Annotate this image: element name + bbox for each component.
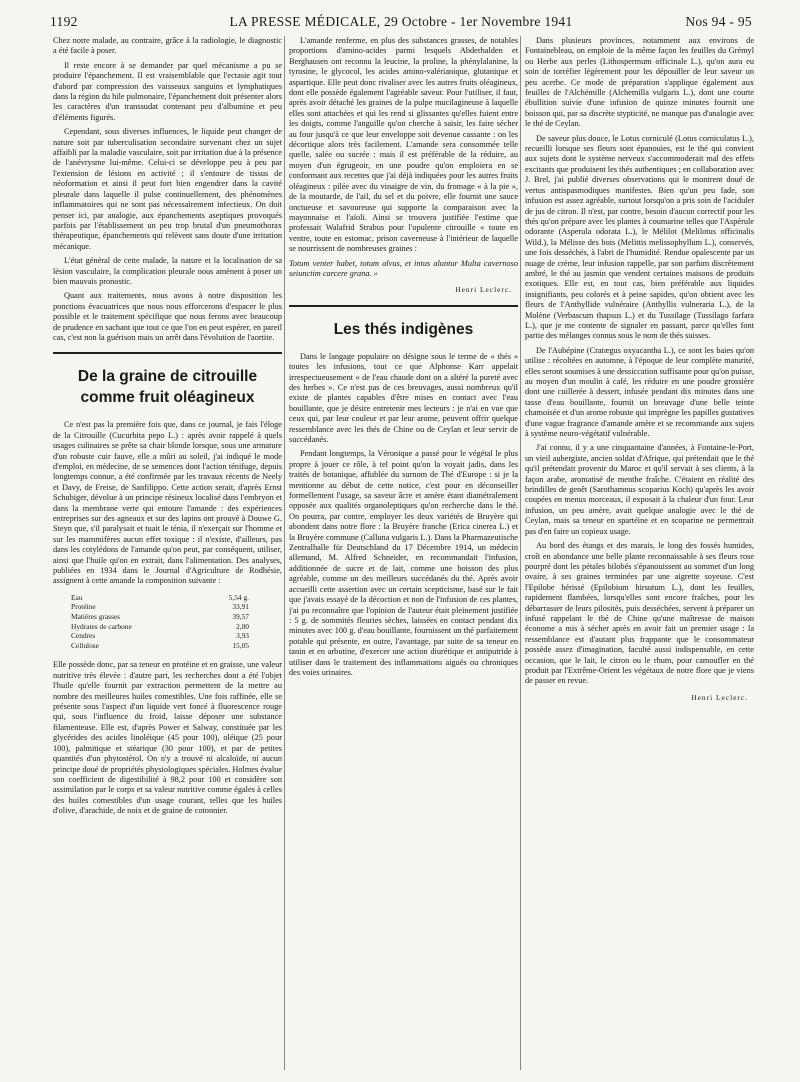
paragraph: Chez notre malade, au contraire, grâce à la radiologie, le diagnostic a été facile à poser. [53, 36, 282, 56]
paragraph: Il reste encore à se demander par quel mécanisme a pu se produire l'épanchement. Il est vraisemblable que l'ectasie agit tout d'abord par compression des vaisseaux sanguins et lymphatiques dans la région du hile pulmonaire, l'épanchement doit présenter alors les caractères d'un transsudat contenant peu d'albumine et peu d'éléments figurés. [53, 60, 282, 122]
table-row [71, 631, 249, 641]
paragraph: Cependant, sous diverses influences, le liquide peut changer de nature soit par tuberculisation secondaire survenant chez un sujet affaibli par la maladie vasculaire, soit par irritation due à la présence de l'anévrysme lui-même. Celui-ci se développe peu à peu par l'extension de lésions en activité ; il s'entoure de tissus de néoformation et ainsi il peut fort bien engendrer dans la cavité pleurale dans laquelle il pulse continuellement, des phénomènes inflammatoires qui ne sont pas nécessairement infectieux. On doit penser ici, par analogie, aux épanchements aseptiques provoqués parfois par l'établissement un peu trop brutal d'un pneumothorax thérapeutique, épanchements qui relèvent sans doute d'une irritation mécanique. [53, 127, 282, 251]
component-value: 3,93 [236, 631, 249, 641]
article-title: Les thés indigènes [333, 320, 474, 338]
composition-table [71, 593, 249, 651]
component-value: 15,05 [232, 640, 249, 650]
author-signature: Henri Leclerc. [691, 692, 748, 702]
issue-numbers: Nos 94 - 95 [685, 14, 752, 29]
paragraph: Dans plusieurs provinces, notamment aux environs de Fontainebleau, on emploie de la même façon les feuilles du Grémyl ou Herbe aux perles (Lithospermum officinale L.), qu'on aura eu soin de torréfier légèrement pour les dépouiller de leur saveur un peu acerbe. Ce mode de préparation s'applique également aux feuilles de l'Alchémille (Alchemilla vulgaris L.), dont une courte ébullition suivie d'une infusion de quinze minutes fournit une boisson qui, par sa discrète stypticité, ne manque pas d'analogie avec le thé de Ceylan. [525, 36, 754, 129]
table-row [71, 641, 249, 651]
column-2 [289, 36, 518, 1068]
component-name: Protéine [71, 602, 96, 612]
paragraph: Quant aux traitements, nous avons à notre disposition les ponctions évacuatrices que nous nous efforcerons d'espacer le plus possible et le traitement spécifique que nous ferons avec beaucoup de prudence en sachant que tout ce que l'on en peut espérer, en pareil cas, c'est non la guérison mais un arrêt dans l'évolution de l'aortite. [53, 291, 282, 342]
paragraph: J'ai connu, il y a une cinquantaine d'années, à Fontaine-le-Port, un vieil aubergiste, ancien soldat d'Afrique, qui prétendait que le thé qu'il prétendait provenir du Maroc et qu'il servait à ses clients, à la façon arabe, aromatisé de menthe fraîche. C'étaient en réalité des brindilles de genêt (Sarothamnus scoparius Koch) qu'après les avoir coupées en menus morceaux, il exposait à la chaleur d'un four. Leur infusion, un peu amère, avait quelque analogie avec le thé de Ceylan, mais sa teneur en spartéine et en scoparine ne permettrait pas d'en faire un copieux usage. [525, 443, 754, 536]
column-divider [520, 36, 521, 1070]
page-number: 1192 [50, 14, 78, 29]
latin-verse: Totum venter habet, totum alvus, et intus aluntur Multa cavernoso seiunctim carcere grana. » [289, 258, 518, 278]
paragraph: Pendant longtemps, la Véronique a passé pour le végétal le plus propre à jouer ce rôle, à tel point qu'on la voyait jadis, dans les traités de botanique, affublée du surnom de Thé d'Europe : si je la mentionne au début de cette notice, c'est pour en déconseiller formellement l'usage, sa saveur âcre et amère étant diamétralement opposée aux qualités organoleptiques qu'on recherche dans le thé. On pourra, par contre, employer les deux variétés de Bruyère qui abondent dans notre flore : la Bruyère franche (Erica cinerea L.) et la Bruyère commune (Calluna vulgaris L.). Dans la Pharmazeutische Zentralhalle für Deutschland du 17 Décembre 1914, un médecin allemand, M. Alfred Schneider, en recommandait l'infusion, additionnée de sucre et de lait, comme une boisson des plus agréable, comme un des meilleurs succédanés du thé. Après avoir accueilli cette assertion avec un certain scepticisme, basé sur le fait que j'avais essayé de la décoction et non de l'infusion de ces plantes, j'ai pu reconnaître que l'opinion de l'auteur était pleinement justifiée : 5 g. de sommités fleuries sèches, laissées en contact pendant dix minutes avec 100 g. d'eau bouillante, fournissent un thé parfaitement potable qui présente, en outre, l'avantage, par suite de sa teneur en tanin et en arbutine, d'exercer une action diurétique et antiputride à utiliser dans le traitement des inflammations aiguës ou chroniques des voies urinaires. [289, 449, 518, 677]
paragraph: De l'Aubépine (Cratægus oxyacantha L.), ce sont les baies qu'on utilise : récoltées en automne, à l'époque de leur complète maturité, elles seront soumises à une dessiccation suffisante pour qu'on puisse, au moyen d'un moulin à café, les réduire en une poudre grossière dont une cuillerée à dessert, infusée pendant dix minutes dans une tasse d'eau bouillante, fournit un breuvage d'une belle teinte chamoisée et d'un arome robuste qui imprègne les papilles gustatives d'une vague fragrance d'amande amère et se recommande aux sujets à système neuro-végétatif vulnérable. [525, 345, 754, 439]
component-name: Matières grasses [71, 612, 121, 622]
component-value: 2,00 [236, 621, 249, 631]
table-row [71, 593, 249, 603]
table-row [71, 622, 249, 632]
paragraph: L'état général de cette malade, la nature et la localisation de sa lésion vasculaire, la complication pleurale nous amènent à poser un bien mauvais pronostic. [53, 256, 282, 286]
component-value: 39,57 [232, 612, 249, 622]
component-name: Cellulose [71, 640, 99, 650]
component-name: Eau [71, 592, 83, 602]
article-separator [289, 305, 518, 307]
article-title: De la graine de citrouille comme fruit oléagineux [77, 368, 258, 407]
page-header [50, 14, 752, 34]
paragraph: Ce n'est pas la première fois que, dans ce journal, je fais l'éloge de la Citrouille (Cucurbita pepo L.) : après avoir rappelé à quels usages culinaires se prête sa chair blonde lorsque, sous une armature d'un robuste cuir fauve, elle a mûri au soleil, j'ai indiqué le mode d'emploi, en médecine, de se semences dont l'action ténifuge, depuis longtemps connue, a été confirmée par les travaux récents de Neely et Davy, de Freise, de Sanfilippo. Cette action serait, d'après Ernst Schubiger, dévolue à un principe résineux localisé dans l'embryon et dans la membrane verte qui entoure l'amande : des expériences entreprises sur des agneaux et sur des lapins ont prouvé à Douwe G. Steyn que, s'il paralysait et tuait le ténia, il n'exerçait sur l'homme et sur les mammifères aucun effet toxique : il n'existe, d'ailleurs, pas dans les cotylédons de l'amande qu'on peut, par conséquent, utiliser, ainsi que l'huile qu'on en extrait, dans l'alimentation. Des analyses, publiées en 1934 dans le Journal d'Agriculture de Rodhésie, assignent à cette amande la composition suivante : [53, 420, 282, 586]
column-1 [53, 36, 282, 1068]
table-row [71, 602, 249, 612]
component-value: 5,54 g. [228, 592, 249, 602]
paragraph: Au bord des étangs et des marais, le long des fossés humides, croît en abondance une belle plante reconnaissable à ses fleurs rose pourpré dont les pétales bilobés s'épanouissent au sommet d'un long ovaire, à ses graines terminées par une aigrette soyeuse. C'est l'Epilobe hérissé (Epilobium hirsutum L.), dont les feuilles, rapidement flambées, lorsqu'elles sont encore fraîches, pour les débarrasser de leurs pilosités, puis desséchées, servent à préparer un infusé rappelant le thé de Chine qu'une maîtresse de maison économe a mis à sécher après en avoir fait un premier usage : la ressemblance est d'autant plus frappante que le consommateur possède assez d'imagination, faculté aussi indispensable, en cette occasion, que le lait, le citron ou le rhum, pour camoufler en thé produit par l'Extrême-Orient les végétaux de notre flore que je viens de passer en revue. [525, 541, 754, 686]
table-row [71, 612, 249, 622]
component-name: Cendres [71, 631, 96, 641]
component-name: Hydrates de carbone [71, 621, 132, 631]
component-value: 33,91 [232, 602, 249, 612]
paragraph: De saveur plus douce, le Lotus corniculé (Lotus corniculatus L.), recueilli lorsque ses fleurs sont épanouies, est le thé qui convient aux sujets dont le système nerveux s'accommoderait mal des effets excitants que produisent les thés authentiques ; en collaboration avec J. Brel, j'ai publié diverses observations qui le montrent doué de vertus antispasmodiques manifestes. Bien qu'un peu fade, son infusion est assez agréable, surtout lorsqu'on a pris soin de l'aciduler de jus de citron. Il n'est, par contre, besoin d'aucun correctif pour les thés qu'on prépare avec les plantes à coumarine telles que l'Aspérule odorante (Asperula odorata L.), le Mélilot (Melilotus officinalis Wild.), la Mélisse des bois (Melittis melissophyllum L.), conservés, une fois desséchés, à l'abri de l'humidité. Rendue opalescente par un nuage de crème, leur infusion rappelle, par son parfum discrètement ambré, le thé au jasmin que vendent certaines maisons de produits exotiques. Elle est, en tout cas, bien préférable aux liquides insignifiants, peu colorés et à peine sapides, qu'on obtient avec les fleurs de l'Anthyllide vulnéraire (Anthyllis vulneraria L.), de la Molène (Verbascum thapsus L.) et du Tussilage (Tussilago farfara L.), que je me contente de signaler en passant, parce qu'elles font partie des mélanges connus sous le nom de thés suisses. [525, 133, 754, 341]
paragraph: L'amande renferme, en plus des substances grasses, de notables proportions d'amino-acides parmi lesquels Abderhalden et Berghausen ont reconnu la leucine, la proline, la phénylalanine, la tyrosine, le glycocol, les acides amino-valérianique, glutanique et aspartique. Elle peut donc rivaliser avec les autres fruits oléagineux, dont elle possède également l'agréable saveur. Pour l'utiliser, il faut, après avoir détaché les graines de la pulpe mucilagineuse à laquelle elles sont attachées et qui les rend si glissantes qu'elles fuient entre les doigts, comme l'anguille qu'on cherche à saisir, les faire sécher au four jusqu'à ce que leur enveloppe soit devenue cassante : on les décortique alors très facilement. L'amande sera consommée telle quelle, salée ou sucrée : mais il est préférable de la réduire, au moyen d'un égrugeoir, en une poudre qu'on emploiera en se conformant aux recettes que j'ai déjà indiquées pour les autres fruits oléagineux : pilée avec du vinaigre de vin, du fromage « à la pie », de la moutarde, de l'ail, du sel et du poivre, elle fournit une sauce onctueuse et savoureuse qui supporte la comparaison avec la mayonnaise et l'aïoli. Ainsi se trouvera justifiée l'estime que professait Walafrid Strabus pour l'opulente citrouille « toute en ventre, toute en estomac, prison caverneuse à l'intérieur de laquelle se nourrissent de nombreuses graines : [289, 36, 518, 254]
journal-title: LA PRESSE MÉDICALE, 29 Octobre - 1er Novembre 1941 [229, 14, 573, 29]
column-3 [525, 36, 754, 1068]
paragraph: Dans le langage populaire on désigne sous le terme de « thés » toutes les infusions, tout ce que Alphonse Karr appelait irrespectueusement « de l'eau chaude dont on a altéré la pureté avec des herbes ». Ce n'est pas de ces breuvages, aussi nombreux qu'il existe de plantes capables d'être mises en contact avec l'eau bouillante, que je désire entretenir mes lecteurs : je n'ai en vue que ceux qui, par leur couleur et par leur arome, peuvent offrir quelque ressemblance avec les thés de Chine ou de Ceylan et leur servir de succédanés. [289, 351, 518, 444]
paragraph: Elle possède donc, par sa teneur en protéine et en graisse, une valeur nutritive très élevée : d'autre part, les recherches dont a été l'objet l'huile qu'elle fournit par extraction permettent de la mettre au nombre des meilleures huiles comestibles. Une fois raffinée, elle se présente sous l'aspect d'un liquide vert foncé à fluorescence rouge qui, sous l'influence du froid, laisse déposer une substance filamenteuse. Elle est, d'après Power et Salway, constituée par les glycérides des acides linoléique (45 pour 100), oléique (25 pour 100), palmitique et stéarique (30 pour 100), et par de petites quantités d'un phytostérol. On n'y a trouvé ni alcaloïde, ni aucun principe doué de propriétés physiologiques spéciales. Holmes évalue son coefficient de digestibilité à 98,2 pour 100 et considère son assimilation par le corps et sa valeur nutritive comme égales à celles des huiles comestibles d'un usage courant, telles que les huiles d'olive, d'arachide, de noix et de graine de cotonnier. [53, 660, 282, 816]
article-separator [53, 352, 282, 354]
column-divider [284, 36, 285, 1070]
author-signature: Henri Leclerc. [455, 285, 512, 295]
